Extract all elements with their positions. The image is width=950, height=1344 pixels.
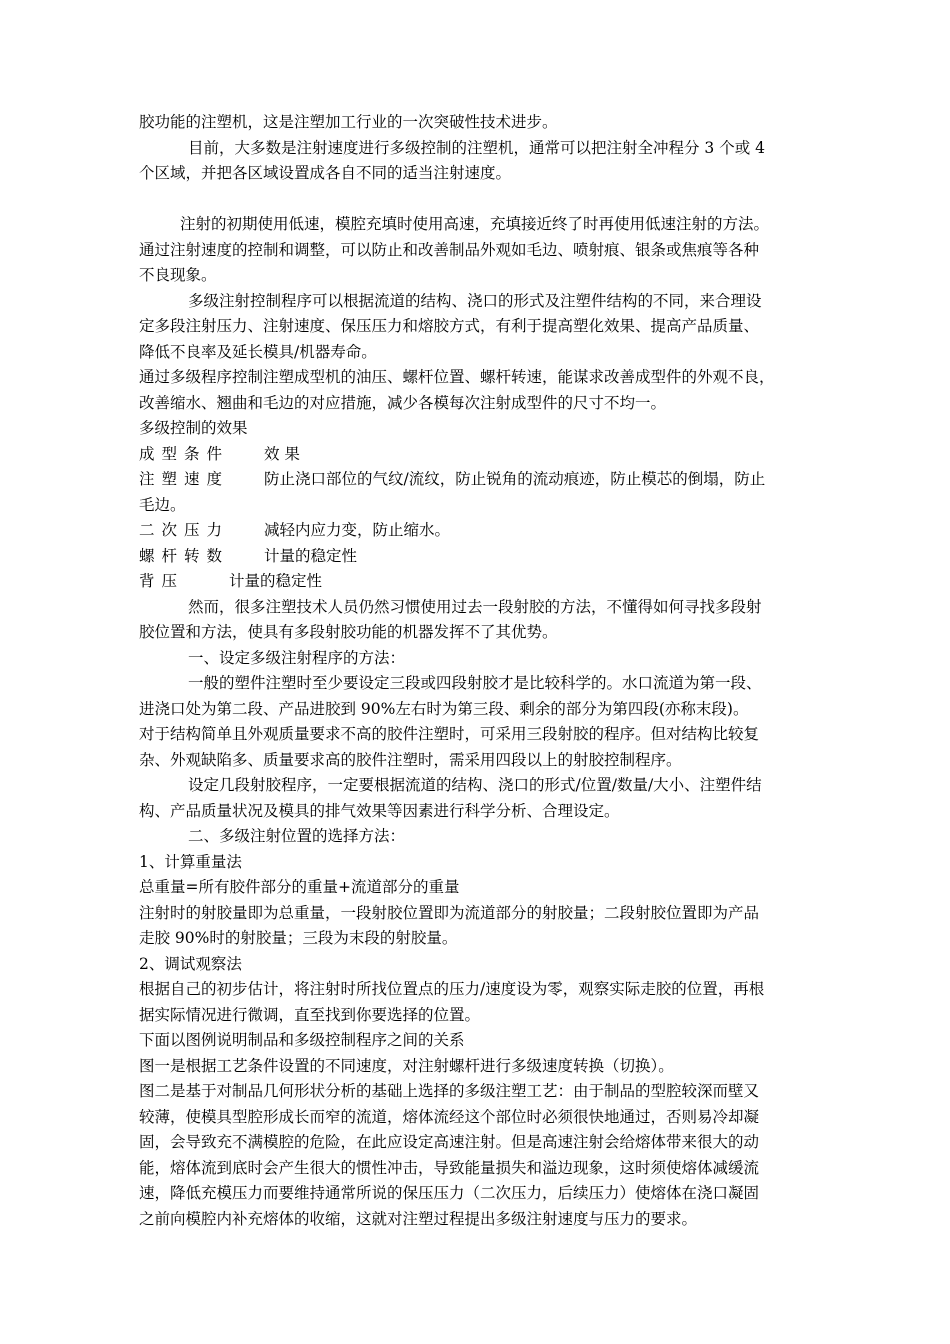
paragraph-line: 设定几段射胶程序，一定要根据流道的结构、浇口的形式/位置/数量/大小、注塑件结 — [188, 776, 762, 794]
table-value: 计量的稳定性 — [264, 546, 358, 565]
table-value: 效 果 — [264, 444, 300, 463]
paragraph-line: 一般的塑件注塑时至少要设定三段或四段射胶才是比较科学的。水口流道为第一段、 — [188, 674, 762, 692]
paragraph-line: 然而，很多注塑技术人员仍然习惯使用过去一段射胶的方法，不懂得如何寻找多段射 — [188, 597, 762, 616]
paragraph-line: 下面以图例说明制品和多级控制程序之间的关系 — [139, 1031, 465, 1049]
paragraph-line: 根据自己的初步估计，将注射时所找位置点的压力/速度设为零，观察实际走胶的位置，再根 — [139, 980, 765, 998]
table-key: 注塑速度 — [139, 470, 230, 488]
effects-table-row — [139, 518, 815, 544]
effects-table-row — [139, 569, 815, 595]
effects-table-row — [139, 467, 815, 493]
paragraph-line: 通过注射速度的控制和调整，可以防止和改善制品外观如毛边、喷射痕、银条或焦痕等各种 — [139, 240, 760, 259]
paragraph-line: 注射的初期使用低速，模腔充填时使用高速，充填接近终了时再使用低速注射的方法。 — [180, 215, 770, 233]
paragraph-line: 构、产品质量状况及模具的排气效果等因素进行科学分析、合理设定。 — [139, 801, 620, 820]
section-heading: 一、设定多级注射程序的方法： — [188, 648, 406, 667]
table-key: 成型条件 — [139, 444, 230, 463]
section-heading: 二、多级注射位置的选择方法： — [188, 827, 406, 845]
paragraph-line: 进浇口处为第二段、产品进胶到 90%左右时为第三段、剩余的部分为第四段(亦称末段)。 — [139, 699, 749, 718]
paragraph-line: 速，降低充模压力而要维持通常所说的保压压力（二次压力，后续压力）使熔体在浇口凝固 — [139, 1184, 760, 1202]
paragraph-line: 目前，大多数是注射速度进行多级控制的注塑机，通常可以把注射全冲程分 3 个或 4 — [188, 138, 766, 157]
subsection-heading: 2、调试观察法 — [139, 954, 242, 973]
table-key: 二次压力 — [139, 521, 230, 539]
paragraph-line: 图一是根据工艺条件设置的不同速度，对注射螺杆进行多级速度转换（切换）。 — [139, 1056, 674, 1075]
paragraph-line: 不良现象。 — [139, 266, 217, 284]
paragraph-line: 据实际情况进行微调，直至找到你要选择的位置。 — [139, 1005, 481, 1024]
paragraph-line: 多级注射控制程序可以根据流道的结构、浇口的形式及注塑件结构的不同，来合理设 — [188, 291, 762, 310]
paragraph-line: 固，会导致充不满模腔的危险，在此应设定高速注射。但是高速注射会给熔体带来很大的动 — [139, 1133, 760, 1151]
paragraph-line: 通过多级程序控制注塑成型机的油压、螺杆位置、螺杆转速，能谋求改善成型件的外观不良， — [139, 368, 775, 386]
paragraph-line: 走胶 90%时的射胶量；三段为末段的射胶量。 — [139, 929, 458, 947]
paragraph-line: 图二是基于对制品几何形状分析的基础上选择的多级注塑工艺：由于制品的型腔较深而壁又 — [139, 1082, 760, 1100]
paragraph-line: 个区域，并把各区域设置成各自不同的适当注射速度。 — [139, 164, 512, 182]
document-page — [139, 110, 815, 1232]
paragraph-line: 总重量=所有胶件部分的重量+流道部分的重量 — [139, 878, 460, 896]
paragraph-line: 对于结构简单且外观质量要求不高的胶件注塑时，可采用三段射胶的程序。但对结构比较复 — [139, 725, 760, 743]
blank-line — [139, 187, 815, 213]
paragraph-line: 之前向模腔内补充熔体的收缩，这就对注塑过程提出多级注射速度与压力的要求。 — [139, 1209, 698, 1228]
paragraph-line: 杂、外观缺陷多、质量要求高的胶件注塑时，需采用四段以上的射胶控制程序。 — [139, 750, 682, 769]
paragraph-line: 注射时的射胶量即为总重量，一段射胶位置即为流道部分的射胶量；二段射胶位置即为产品 — [139, 903, 760, 922]
table-value: 防止浇口部位的气纹/流纹，防止锐角的流动痕迹，防止模芯的倒塌，防止 — [264, 470, 766, 488]
table-key: 螺杆转数 — [139, 546, 230, 565]
table-value: 计量的稳定性 — [229, 572, 323, 590]
effects-table-header — [139, 442, 815, 468]
paragraph-line: 降低不良率及延长模具/机器寿命。 — [139, 342, 377, 361]
subsection-heading: 1、计算重量法 — [139, 852, 242, 871]
effects-table-row — [139, 544, 815, 570]
paragraph-line: 能，熔体流到底时会产生很大的惯性冲击，导致能量损失和溢边现象，这时须使熔体减缓流 — [139, 1158, 760, 1177]
paragraph-line: 较薄，使模具型腔形成长而窄的流道，熔体流经这个部位时必须很快地通过，否则易冷却凝 — [139, 1107, 760, 1126]
paragraph-line: 胶位置和方法，使具有多段射胶功能的机器发挥不了其优势。 — [139, 623, 558, 641]
paragraph-line: 定多段注射压力、注射速度、保压压力和熔胶方式，有利于提高塑化效果、提高产品质量、 — [139, 317, 760, 335]
paragraph-line: 改善缩水、翘曲和毛边的对应措施，减少各模每次注射成型件的尺寸不均一。 — [139, 393, 667, 412]
paragraph-line: 胶功能的注塑机，这是注塑加工行业的一次突破性技术进步。 — [139, 113, 558, 131]
section-heading: 多级控制的效果 — [139, 419, 248, 437]
table-value-wrap: 毛边。 — [139, 495, 186, 514]
table-value: 减轻内应力变，防止缩水。 — [264, 521, 451, 539]
table-key: 背压 — [139, 572, 185, 590]
